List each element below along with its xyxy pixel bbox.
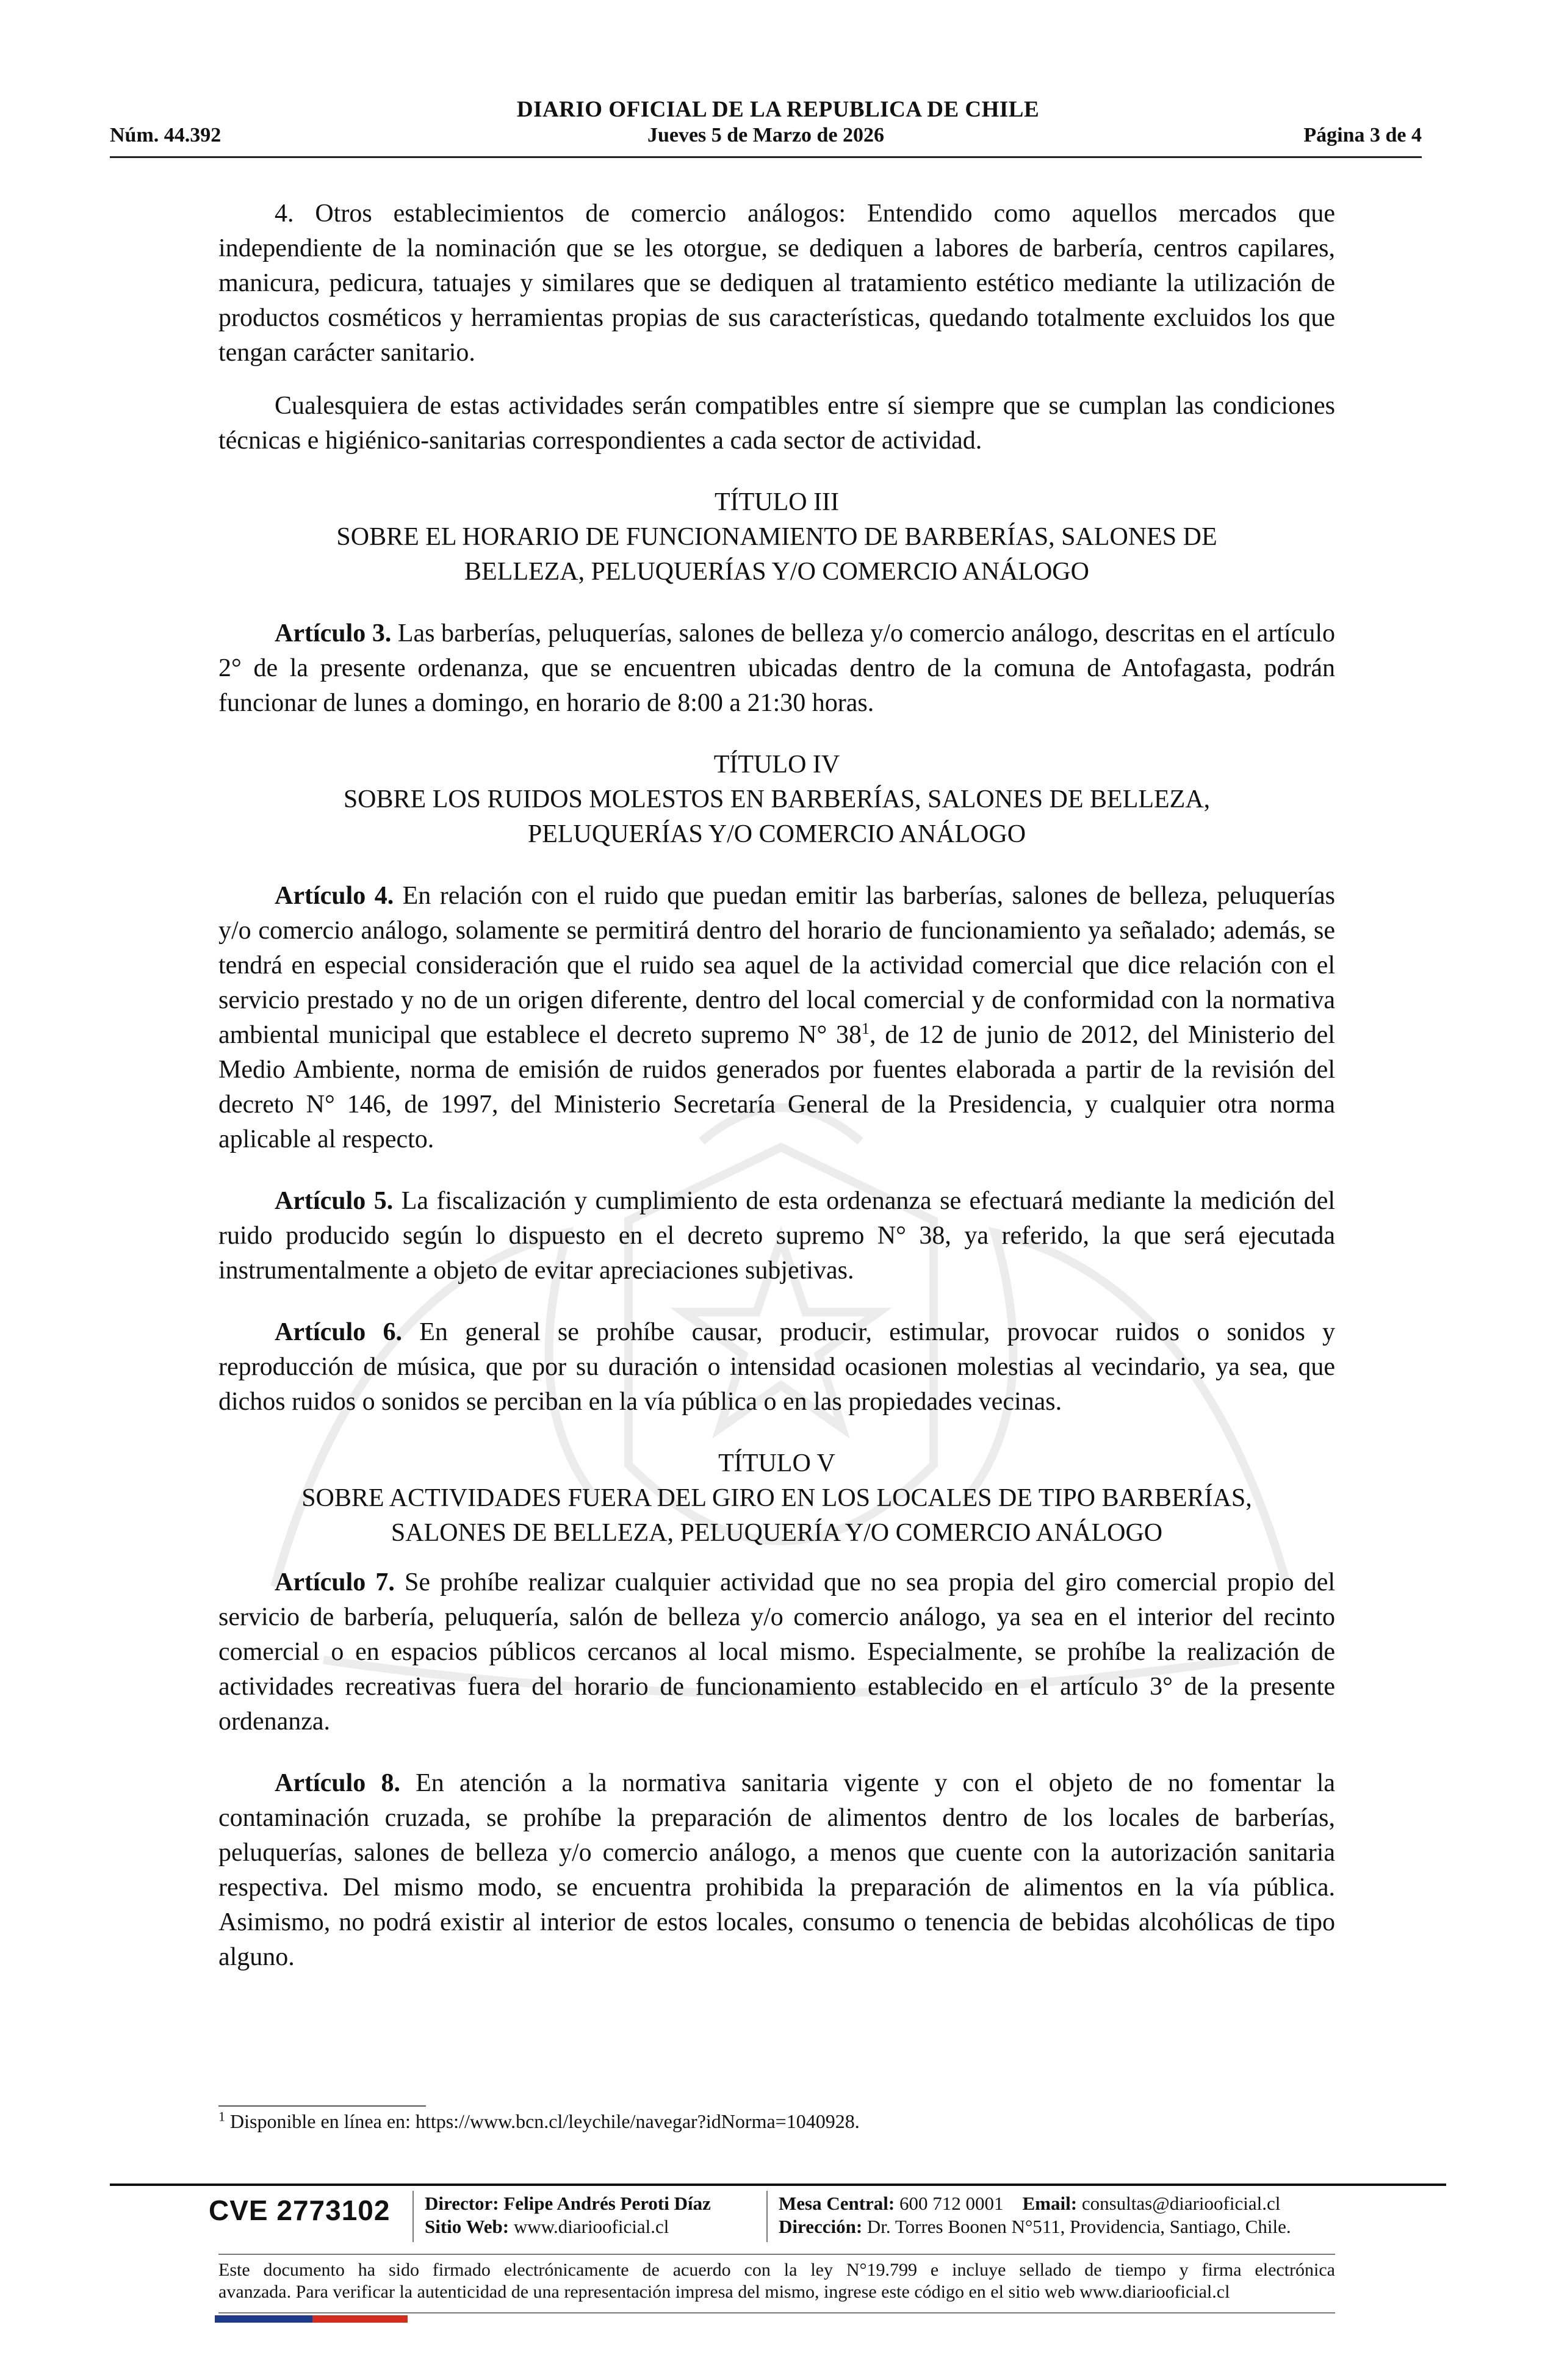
title-iii-heading — [218, 485, 1335, 590]
article-7 — [218, 1565, 1335, 1739]
article-7-label: Artículo 7. — [275, 1568, 395, 1596]
title-iii-line1: SOBRE EL HORARIO DE FUNCIONAMIENTO DE BARBERÍAS, SALONES DE — [336, 523, 1217, 551]
title-v-line2: SALONES DE BELLEZA, PELUQUERÍA Y/O COMERCIO ANÁLOGO — [391, 1519, 1163, 1547]
title-v-heading — [218, 1446, 1335, 1551]
issue-number: Núm. 44.392 — [110, 124, 222, 146]
article-3-label: Artículo 3. — [275, 619, 392, 647]
cve-code: CVE 2773102 — [209, 2194, 391, 2226]
article-4 — [218, 879, 1335, 1157]
article-8 — [218, 1766, 1335, 1975]
title-iv-heading — [218, 748, 1335, 852]
footnote-mark: 1 — [218, 2108, 225, 2124]
director-label: Director: — [425, 2193, 499, 2214]
title-v-line1: SOBRE ACTIVIDADES FUERA DEL GIRO EN LOS LOCALES DE TIPO BARBERÍAS, — [301, 1484, 1252, 1512]
article-5 — [218, 1184, 1335, 1288]
header-divider — [110, 156, 1422, 158]
article-6-label: Artículo 6. — [275, 1318, 403, 1346]
footer-separator-2 — [766, 2191, 768, 2242]
legal-notice-line2: avanzada. Para verificar la autenticidad de una representación impresa del mismo, ingrese este código en el sitio web www.diariooficial.cl — [218, 2282, 1230, 2302]
issue-date: Jueves 5 de Marzo de 2026 — [647, 124, 885, 146]
legal-notice-line1: Este documento ha sido firmado electrónicamente de acuerdo con la ley N°19.799 e incluye sellado de tiempo y firma electrónica — [218, 2260, 1335, 2280]
footnote-reference[interactable]: 1 — [862, 1020, 870, 1037]
footer-director-block — [425, 2192, 711, 2238]
footer-top-rule — [110, 2183, 1446, 2186]
article-8-text: En atención a la normativa sanitaria vigente y con el objeto de no fomentar la contaminación cruzada, se prohíbe la preparación de alimentos dentro de los locales de barberías, peluquerías, salones de belleza y/o comercio análogo, a menos que cuente con la autorización sanitaria respectiva. Del mismo modo, se encuentra prohibida la preparación de alimentos en la vía pública. Asimismo, no podrá existir al interior de estos locales, consumo o tenencia de bebidas alcohólicas de tipo alguno. — [218, 1769, 1335, 1971]
flag-red-segment — [312, 2315, 408, 2323]
article-6-text: En general se prohíbe causar, producir, estimular, provocar ruidos o sonidos y reproducción de música, que por su duración o intensidad ocasionen molestias al vecindario, ya sea, que dichos ruidos o sonidos se perciban en la vía pública o en las propiedades vecinas. — [218, 1318, 1336, 1416]
website-label: Sitio Web: — [425, 2216, 510, 2237]
footer-contact-block — [779, 2192, 1291, 2238]
article-3 — [218, 616, 1335, 721]
flag-color-bar — [215, 2315, 408, 2323]
article-5-text: La fiscalización y cumplimiento de esta ordenanza se efectuará mediante la medición del ruido producido según lo dispuesto en el decreto supremo N° 38, ya referido, la que será ejecutada instrumentalmente a objeto de evitar apreciaciones subjetivas. — [218, 1187, 1336, 1285]
address-label: Dirección: — [779, 2216, 863, 2237]
article-3-text: Las barberías, peluquerías, salones de belleza y/o comercio análogo, descritas en el artículo 2° de la presente ordenanza, que se encuentren ubicadas dentro de la comuna de Antofagasta, podrán funcionar de lunes a domingo, en horario de 8:00 a 21:30 horas. — [218, 619, 1336, 717]
header-row — [110, 124, 1422, 154]
email-label: Email: — [1022, 2193, 1078, 2214]
phone-number: 600 712 0001 — [899, 2193, 1004, 2214]
email-link[interactable]: consultas@diariooficial.cl — [1081, 2193, 1281, 2214]
article-6 — [218, 1315, 1335, 1419]
flag-blue-segment — [215, 2315, 312, 2323]
gazette-title: DIARIO OFICIAL DE LA REPUBLICA DE CHILE — [516, 97, 1040, 122]
title-iii-line2: BELLEZA, PELUQUERÍAS Y/O COMERCIO ANÁLOGO — [464, 558, 1089, 586]
phone-label: Mesa Central: — [779, 2193, 895, 2214]
footer-separator-1 — [412, 2191, 414, 2242]
paragraph-item-4: 4. Otros establecimientos de comercio análogos: Entendido como aquellos mercados que independiente de la nominación que se les otorgue, se dediquen a labores de barbería, centros capilares, manicura, pedicura, tatuajes y similares que se dediquen al tratamiento estético mediante la utilización de productos cosméticos y herramientas propias de sus características, quedando totalmente excluidos los que tengan carácter sanitario. — [218, 200, 1335, 367]
document-body — [218, 197, 1335, 1975]
article-4-text-1: En relación con el ruido que puedan emitir las barberías, salones de belleza, peluquerías y/o comercio análogo, solamente se permitirá dentro del horario de funcionamiento ya señalado; además, se tendrá en especial consideración que el ruido sea aquel de la actividad comercial que dice relación con el servicio prestado y no de un origen diferente, dentro del local comercial y de conformidad con la normativa ambiental municipal que establece el decreto supremo N° 38 — [218, 882, 1336, 1049]
website-link[interactable]: www.diariooficial.cl — [513, 2216, 669, 2237]
page-number: Página 3 de 4 — [1303, 124, 1422, 146]
footer-bottom-rule — [218, 2312, 1335, 2313]
paragraph-compatibility: Cualesquiera de estas actividades serán compatibles entre sí siempre que se cumplan las condiciones técnicas e higiénico-sanitarias correspondientes a cada sector de actividad. — [218, 392, 1335, 455]
article-4-label: Artículo 4. — [275, 882, 394, 910]
article-5-label: Artículo 5. — [275, 1187, 394, 1215]
title-iv-line2: PELUQUERÍAS Y/O COMERCIO ANÁLOGO — [527, 820, 1026, 848]
title-iv-line1: SOBRE LOS RUIDOS MOLESTOS EN BARBERÍAS, SALONES DE BELLEZA, — [343, 785, 1211, 813]
article-8-label: Artículo 8. — [275, 1769, 400, 1797]
footnote — [218, 2110, 860, 2133]
footnote-text: Disponible en línea en: https://www.bcn.cl/leychile/navegar?idNorma=1040928. — [230, 2110, 860, 2132]
director-name: Felipe Andrés Peroti Díaz — [503, 2193, 711, 2214]
title-iii-label: TÍTULO III — [714, 488, 840, 516]
address-text: Dr. Torres Boonen N°511, Providencia, Santiago, Chile. — [866, 2216, 1291, 2237]
footer-middle-rule — [218, 2254, 1335, 2255]
article-4-text-2: , de 12 de junio de 2012, del Ministerio del Medio Ambiente, norma de emisión de ruidos generados por fuentes elaborada a partir de la revisión del decreto N° 146, de 1997, del Ministerio Secretaría General de la Presidencia, y cualquier otra norma aplicable al respecto. — [218, 1021, 1335, 1153]
article-7-text: Se prohíbe realizar cualquier actividad que no sea propia del giro comercial propio del servicio de barbería, peluquería, salón de belleza y/o comercio análogo, ya sea en el interior del recinto comercial o en espacios públicos cercanos al local mismo. Especialmente, se prohíbe la realización de actividades recreativas fuera del horario de funcionamiento establecido en el artículo 3° de la presente ordenanza. — [218, 1568, 1336, 1736]
title-v-label: TÍTULO V — [718, 1449, 835, 1477]
title-iv-label: TÍTULO IV — [713, 751, 840, 779]
footnote-divider — [218, 2105, 426, 2107]
